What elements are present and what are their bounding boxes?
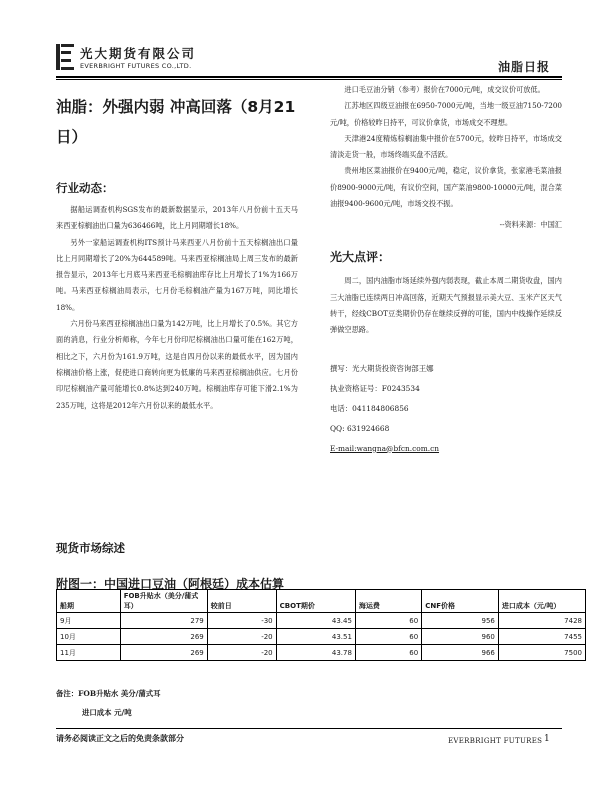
page-number: 1 xyxy=(544,734,550,744)
disclaimer-text: 请务必阅读正文之后的免责条款部分 xyxy=(56,733,184,743)
industry-paragraph: 据船运调查机构SGS发布的最新数据显示，2013年八月份前十五天马来西亚棕榈油出口量为636466吨，比上月同期增长18%。 xyxy=(56,205,298,231)
footer-brand: EVERBRIGHT FUTURES xyxy=(448,737,543,745)
author-name: 撰写：光大期货投资咨询部王娜 xyxy=(330,363,434,373)
table-cell: 269 xyxy=(120,645,207,661)
commentary-paragraph: 周二，国内油脂市场延续外强内弱表现，截止本周二期货收盘，国内三大油脂已连续两日冲高回落，近期天气预报显示美大豆、玉米产区天气转干，经线CBOT豆类期价仍存在继续反弹的可能，国内中线操作延续反弹做空思路。 xyxy=(330,276,562,335)
market-commentary-column xyxy=(330,82,562,459)
table-cell: 966 xyxy=(422,645,499,661)
table-row xyxy=(57,629,586,645)
table-cell: 269 xyxy=(120,629,207,645)
commentary-heading: 光大点评： xyxy=(330,250,391,265)
author-contact xyxy=(330,359,562,459)
table-cell: 43.51 xyxy=(276,629,355,645)
table-cell: 43.45 xyxy=(276,613,355,629)
company-name-en: EVERBRIGHT FUTURES CO.,LTD. xyxy=(80,62,192,70)
column-header: 船期 xyxy=(57,590,121,613)
table-note-cost: 进口成本 元/吨 xyxy=(82,708,132,717)
table-cell: -20 xyxy=(207,645,276,661)
table-cell: 956 xyxy=(422,613,499,629)
column-header: 进口成本（元/吨） xyxy=(498,590,585,613)
data-source: --资料来源：中国汇 xyxy=(499,220,562,230)
table-cell: -30 xyxy=(207,613,276,629)
industry-paragraph: 另外一家船运调查机构ITS预计马来西亚八月份前十五天棕榈油出口量比上月同期增长了20%为644589吨。马来西亚棕榈油局上周三发布的最新报告显示，2013年七月底马来西亚毛棕榈油库存比上月增长了1%为166万吨。马来西亚棕榈油局表示，七月份毛棕榈油产量为167万吨，同比增长18%。 xyxy=(56,237,298,312)
table-cell: 9月 xyxy=(57,613,121,629)
table-cell: 11月 xyxy=(57,645,121,661)
figure-title: 附图一：中国进口豆油（阿根廷）成本估算 xyxy=(56,577,285,591)
table-row xyxy=(57,645,586,661)
spot-market-heading: 现货市场综述 xyxy=(56,541,125,555)
footer-rule xyxy=(56,728,562,729)
industry-section xyxy=(56,180,298,414)
table-cell: 43.78 xyxy=(276,645,355,661)
table-row xyxy=(57,613,586,629)
table-note-fob: 备注：FOB升贴水 美分/蒲式耳 xyxy=(56,689,161,698)
author-license: 执业资格证号：F0243534 xyxy=(330,383,420,393)
table-cell: 10月 xyxy=(57,629,121,645)
spot-quote-paragraph: 进口毛豆油分销（参考）报价在7000元/吨，成交议价可放低。 xyxy=(344,85,545,94)
header-rule-thin xyxy=(56,79,562,80)
column-header: 较前日 xyxy=(207,590,276,613)
page-title: 油脂：外强内弱 冲高回落（8月21日） xyxy=(56,98,296,146)
company-logo-icon xyxy=(56,44,74,70)
table-cell: 60 xyxy=(355,629,421,645)
column-header: FOB升贴水（美分/蒲式耳） xyxy=(120,590,207,613)
author-phone: 电话：041184806856 xyxy=(330,403,409,413)
table-cell: 960 xyxy=(422,629,499,645)
column-header: 海运费 xyxy=(355,590,421,613)
table-cell: 60 xyxy=(355,645,421,661)
table-cell: 7428 xyxy=(498,613,585,629)
industry-heading: 行业动态： xyxy=(56,181,114,195)
industry-paragraph: 六月份马来西亚棕榈油出口量为142万吨，比上月增长了0.5%。其它方面的消息，行业分析师称，今年七月份印尼棕榈油出口量可能在162万吨，相比之下，六月份为161.9万吨，这是自四月份以来的最低水平，因为国内棕榈油价格上涨，促使进口商转向更为低廉的马来西亚棕榈油供应。七月份印尼棕榈油产量可能增长0.8%达到240万吨。棕榈油库存可能下滑2.1%为235万吨，这将是2012年六月份以来的最低水平。 xyxy=(56,319,298,410)
spot-quote-paragraph: 贵州地区菜油报价在9400元/吨，稳定，议价拿货，张家港毛菜油报价8900-9000元/吨，有议价空间，国产菜油9800-10000元/吨，混合菜油报9400-9600元/吨，市场交投不振。 xyxy=(330,166,562,209)
table-cell: 7455 xyxy=(498,629,585,645)
import-cost-table xyxy=(56,589,586,661)
column-header: CBOT期价 xyxy=(276,590,355,613)
spot-quote-paragraph: 江苏地区四级豆油报在6950-7000元/吨，当地一级豆油7150-7200元/吨，价格较昨日持平，可议价拿货，市场成交不理想。 xyxy=(330,101,562,127)
table-cell: 60 xyxy=(355,613,421,629)
table-header-row xyxy=(57,590,586,613)
company-name-cn: 光大期货有限公司 xyxy=(80,46,197,61)
author-qq: QQ: 631924668 xyxy=(330,423,390,433)
table-cell: 279 xyxy=(120,613,207,629)
spot-quote-paragraph: 天津港24度精炼棕榈油集中报价在5700元，较昨日持平，市场成交清淡走货一般，市场终端买盘不活跃。 xyxy=(330,133,562,160)
document-type: 油脂日报 xyxy=(498,60,551,74)
table-cell: -20 xyxy=(207,629,276,645)
table-cell: 7500 xyxy=(498,645,585,661)
author-email-link[interactable]: E-mail:wangna@bfcn.com.cn xyxy=(330,443,440,453)
header-rule xyxy=(56,76,562,78)
column-header: CNF价格 xyxy=(422,590,499,613)
